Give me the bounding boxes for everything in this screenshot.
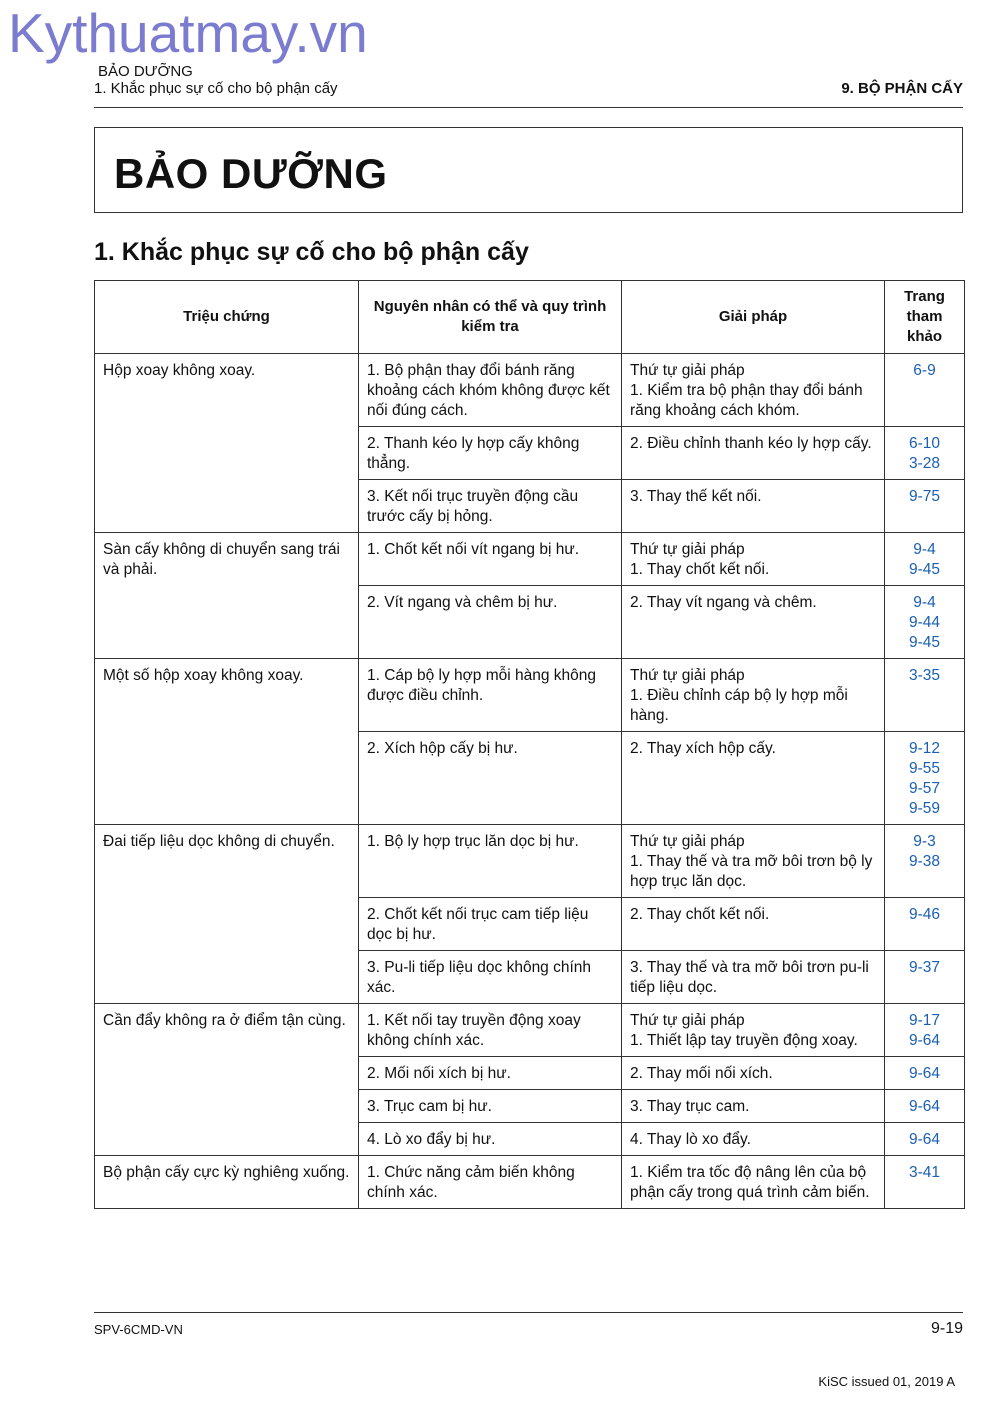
cause-cell: 3. Pu-li tiếp liệu dọc không chính xác. (359, 951, 622, 1004)
cause-cell: 3. Kết nối trục truyền động cầu trước cấy bị hỏng. (359, 480, 622, 533)
page-reference-link[interactable]: 3-35 (908, 667, 941, 684)
solution-line: 1. Thay thế và tra mỡ bôi trơn bộ ly hợp trục lăn dọc. (630, 853, 873, 890)
cause-cell: 1. Cáp bộ ly hợp mỗi hàng không được điều chỉnh. (359, 659, 622, 732)
header-symptom: Triệu chứng (95, 281, 359, 354)
troubleshooting-table (94, 280, 965, 1209)
solution-cell (622, 659, 885, 732)
solution-line: 2. Thay chốt kết nối. (630, 906, 770, 923)
solution-line: 2. Thay vít ngang và chêm. (630, 594, 817, 611)
solution-line: Thứ tự giải pháp (630, 833, 745, 850)
page-reference-link[interactable]: 9-75 (908, 488, 941, 505)
cause-cell: 1. Kết nối tay truyền động xoay không chính xác. (359, 1004, 622, 1057)
solution-line: 4. Thay lò xo đẩy. (630, 1131, 751, 1148)
symptom-cell: Cần đẩy không ra ở điểm tận cùng. (95, 1004, 359, 1156)
page-reference-link[interactable]: 9-17 (908, 1012, 941, 1029)
reference-cell (885, 1156, 965, 1209)
reference-cell (885, 480, 965, 533)
solution-line: 3. Thay thế và tra mỡ bôi trơn pu-li tiếp liệu dọc. (630, 959, 869, 996)
solution-line: 3. Thay thế kết nối. (630, 488, 762, 505)
solution-cell (622, 951, 885, 1004)
page-reference-link[interactable]: 9-64 (908, 1032, 941, 1049)
symptom-cell: Bộ phận cấy cực kỳ nghiêng xuống. (95, 1156, 359, 1209)
solution-line: 2. Thay mối nối xích. (630, 1065, 773, 1082)
page-reference-link[interactable]: 6-9 (913, 362, 936, 379)
header-cause: Nguyên nhân có thể và quy trình kiểm tra (359, 281, 622, 354)
table-body (95, 354, 965, 1209)
solution-cell (622, 1057, 885, 1090)
section-title: 1. Khắc phục sự cố cho bộ phận cấy (94, 238, 529, 266)
page-reference-link[interactable]: 9-46 (908, 906, 941, 923)
reference-cell (885, 898, 965, 951)
solution-cell (622, 1156, 885, 1209)
page-reference-link[interactable]: 9-44 (908, 614, 941, 631)
solution-line: 2. Điều chỉnh thanh kéo ly hợp cấy. (630, 435, 872, 452)
header-subsection: 1. Khắc phục sự cố cho bộ phận cấy (94, 80, 338, 97)
reference-cell (885, 1057, 965, 1090)
symptom-cell: Đai tiếp liệu dọc không di chuyển. (95, 825, 359, 1004)
page-reference-link[interactable]: 9-59 (908, 800, 941, 817)
symptom-cell: Hộp xoay không xoay. (95, 354, 359, 533)
page-number: 9-19 (930, 1320, 963, 1337)
cause-cell: 1. Chốt kết nối vít ngang bị hư. (359, 533, 622, 586)
page-reference-link[interactable]: 9-45 (908, 561, 941, 578)
solution-line: 1. Kiểm tra tốc độ nâng lên của bộ phận cấy trong quá trình cảm biến. (630, 1164, 870, 1201)
cause-cell: 2. Xích hộp cấy bị hư. (359, 732, 622, 825)
page-reference-link[interactable]: 9-45 (908, 634, 941, 651)
cause-cell: 1. Chức năng cảm biến không chính xác. (359, 1156, 622, 1209)
cause-cell: 4. Lò xo đẩy bị hư. (359, 1123, 622, 1156)
cause-cell: 1. Bộ ly hợp trục lăn dọc bị hư. (359, 825, 622, 898)
reference-cell (885, 427, 965, 480)
reference-cell (885, 659, 965, 732)
cause-cell: 1. Bộ phận thay đổi bánh răng khoảng cách khóm không được kết nối đúng cách. (359, 354, 622, 427)
page-reference-link[interactable]: 3-28 (908, 455, 941, 472)
solution-cell (622, 825, 885, 898)
table-row (95, 825, 965, 898)
solution-cell (622, 1090, 885, 1123)
page-reference-link[interactable]: 9-64 (908, 1131, 941, 1148)
page-reference-link[interactable]: 9-12 (908, 740, 941, 757)
solution-cell (622, 354, 885, 427)
solution-cell (622, 586, 885, 659)
page-reference-link[interactable]: 9-55 (908, 760, 941, 777)
reference-cell (885, 825, 965, 898)
solution-cell (622, 1004, 885, 1057)
solution-line: 1. Thiết lập tay truyền động xoay. (630, 1032, 858, 1049)
footer-divider (94, 1312, 963, 1313)
reference-cell (885, 1004, 965, 1057)
solution-cell (622, 898, 885, 951)
header-section: BẢO DƯỠNG (98, 63, 193, 80)
reference-cell (885, 354, 965, 427)
footer-code: SPV-6CMD-VN (94, 1322, 183, 1337)
reference-cell (885, 533, 965, 586)
cause-cell: 2. Vít ngang và chêm bị hư. (359, 586, 622, 659)
page-title: BẢO DƯỠNG (114, 150, 388, 197)
solution-line: 1. Thay chốt kết nối. (630, 561, 770, 578)
header-reference: Trang tham khảo (885, 281, 965, 354)
solution-line: Thứ tự giải pháp (630, 541, 745, 558)
solution-line: 1. Kiểm tra bộ phận thay đổi bánh răng khoảng cách khóm. (630, 382, 863, 419)
header-solution: Giải pháp (622, 281, 885, 354)
page-reference-link[interactable]: 9-38 (908, 853, 941, 870)
page-reference-link[interactable]: 9-64 (908, 1065, 941, 1082)
table-row (95, 659, 965, 732)
table-row (95, 354, 965, 427)
page-reference-link[interactable]: 9-3 (913, 833, 936, 850)
cause-cell: 3. Trục cam bị hư. (359, 1090, 622, 1123)
solution-line: Thứ tự giải pháp (630, 1012, 745, 1029)
header-divider (94, 107, 963, 108)
symptom-cell: Một số hộp xoay không xoay. (95, 659, 359, 825)
reference-cell (885, 1090, 965, 1123)
page-reference-link[interactable]: 6-10 (908, 435, 941, 452)
symptom-cell: Sàn cấy không di chuyển sang trái và phải. (95, 533, 359, 659)
solution-line: Thứ tự giải pháp (630, 667, 745, 684)
issue-note: KiSC issued 01, 2019 A (818, 1374, 955, 1389)
solution-cell (622, 1123, 885, 1156)
solution-line: Thứ tự giải pháp (630, 362, 745, 379)
solution-cell (622, 533, 885, 586)
solution-cell (622, 480, 885, 533)
reference-cell (885, 586, 965, 659)
page-reference-link[interactable]: 9-4 (913, 594, 936, 611)
reference-cell (885, 732, 965, 825)
reference-cell (885, 1123, 965, 1156)
reference-cell (885, 951, 965, 1004)
solution-cell (622, 732, 885, 825)
page-reference-link[interactable]: 9-57 (908, 780, 941, 797)
table-header-row (95, 281, 965, 354)
cause-cell: 2. Mối nối xích bị hư. (359, 1057, 622, 1090)
solution-line: 1. Điều chỉnh cáp bộ ly hợp mỗi hàng. (630, 687, 848, 724)
solution-cell (622, 427, 885, 480)
table-row (95, 1156, 965, 1209)
title-box (94, 127, 963, 213)
solution-line: 3. Thay trục cam. (630, 1098, 750, 1115)
watermark: Kythuatmay.vn (8, 2, 368, 64)
page-reference-link[interactable]: 3-41 (908, 1164, 941, 1181)
page-reference-link[interactable]: 9-4 (913, 541, 936, 558)
table-row (95, 533, 965, 586)
cause-cell: 2. Thanh kéo ly hợp cấy không thẳng. (359, 427, 622, 480)
cause-cell: 2. Chốt kết nối trục cam tiếp liệu dọc bị hư. (359, 898, 622, 951)
header-chapter: 9. BỘ PHẬN CẤY (841, 80, 963, 97)
table-row (95, 1004, 965, 1057)
solution-line: 2. Thay xích hộp cấy. (630, 740, 776, 757)
page-reference-link[interactable]: 9-64 (908, 1098, 941, 1115)
page-reference-link[interactable]: 9-37 (908, 959, 941, 976)
